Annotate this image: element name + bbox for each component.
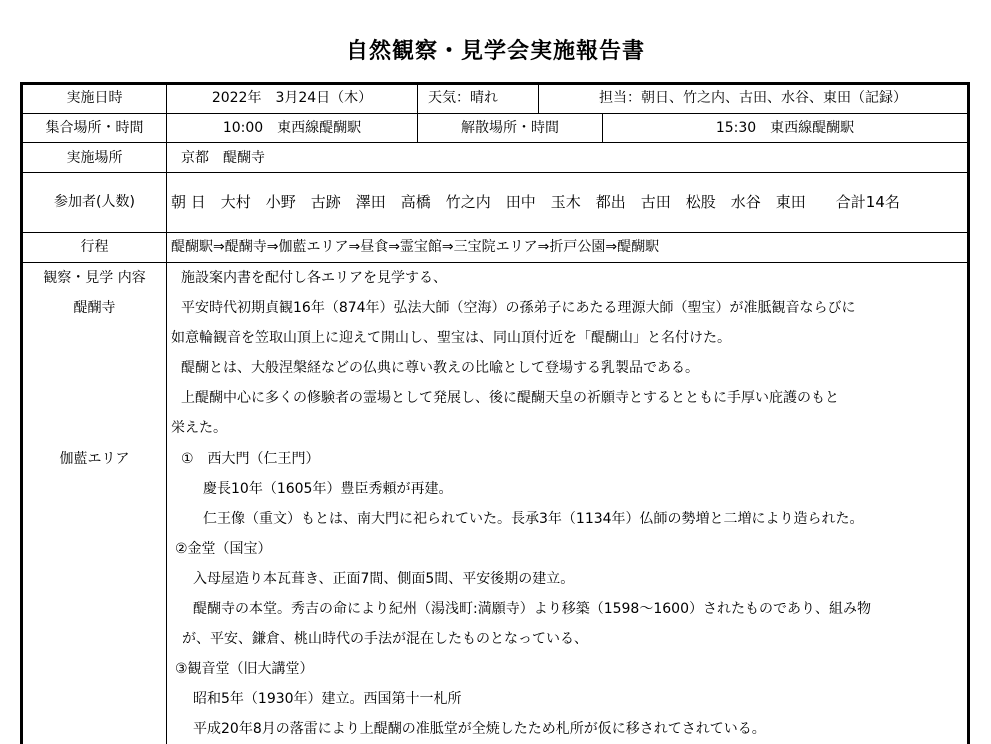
meeting-label: 集合場所・時間: [45, 120, 144, 136]
weather-value: 天気：晴れ: [428, 90, 498, 106]
section-label-garan: 伽藍エリア: [59, 451, 130, 467]
content-line: 平成20年8月の落雷により上醍醐の准胝堂が全焼したため札所が仮に移されてされている。: [193, 721, 766, 737]
content-line: 醍醐とは、大般涅槃経などの仏典に尊い教えの比喩として登場する乳製品である。: [181, 360, 699, 376]
content-line: 慶長10年（1605年）豊臣秀頼が再建。: [203, 481, 453, 497]
document-title: 自然観察・見学会実施報告書: [345, 39, 645, 64]
content-line: 平安時代初期貞観16年（874年）弘法大師（空海）の孫弟子にあたる理源大師（聖宝）が准胝観音ならびに: [181, 300, 856, 316]
venue-label: 実施場所: [66, 150, 123, 166]
row-divider: [20, 142, 970, 143]
itinerary-label: 行程: [80, 239, 109, 255]
column-divider: [417, 82, 418, 113]
date-value: 2022年 3月24日（木）: [211, 90, 373, 106]
content-line: ③観音堂（旧大講堂）: [175, 661, 314, 677]
content-line: 仁王像（重文）もとは、南大門に祀られていた。長承3年（1134年）仏師の勢増と二増により造られた。: [203, 511, 864, 527]
row-divider: [20, 262, 970, 263]
table-border-left: [20, 82, 23, 744]
row-divider: [20, 172, 970, 173]
content-line: 醍醐寺の本堂。秀吉の命により紀州（湯浅町:満願寺）より移築（1598～1600）されたものであり、組み物: [193, 601, 871, 617]
table-border-right: [967, 82, 970, 744]
participants-value: 朝 日 大村 小野 古跡 澤田 高橋 竹之内 田中 玉木 都出 古田 松股 水谷 東田 合計14名: [171, 193, 900, 211]
content-line: 入母屋造り本瓦葺き、正面7間、側面5間、平安後期の建立。: [193, 571, 575, 587]
content-line: ① 西大門（仁王門）: [181, 451, 320, 467]
section-label-daigoji: 醍醐寺: [73, 300, 116, 316]
staff-value: 担当：朝日、竹之内、古田、水谷、東田（記録）: [599, 90, 907, 106]
content-line: 昭和5年（1930年）建立。西国第十一札所: [193, 691, 462, 707]
participants-label: 参加者(人数): [54, 194, 135, 210]
content-line: 施設案内書を配付し各エリアを見学する、: [181, 270, 447, 286]
date-label: 実施日時: [66, 90, 123, 106]
venue-value: 京都 醍醐寺: [181, 150, 265, 166]
content-line: 上醍醐中心に多くの修験者の霊場として発展し、後に醍醐天皇の祈願寺とするとともに手厚い庇護のもと: [181, 390, 839, 406]
row-divider: [20, 232, 970, 233]
row-divider: [20, 113, 970, 114]
content-line: ②金堂（国宝）: [175, 541, 272, 557]
dismiss-value: 15:30 東西線醍醐駅: [715, 120, 855, 136]
dismiss-label: 解散場所・時間: [461, 120, 559, 136]
column-divider: [166, 82, 167, 744]
content-label: 観察・見学 内容: [43, 270, 146, 286]
content-line: 栄えた。: [171, 420, 227, 436]
content-line: が、平安、鎌倉、桃山時代の手法が混在したものとなっている、: [182, 631, 588, 647]
table-border-top: [20, 82, 970, 85]
itinerary-value: 醍醐駅⇒醍醐寺⇒伽藍エリア⇒昼食⇒霊宝館⇒三宝院エリア⇒折戸公園⇒醍醐駅: [171, 239, 660, 255]
content-line: 如意輪観音を笠取山頂上に迎えて開山し、聖宝は、同山頂付近を「醍醐山」と名付けた。: [171, 330, 731, 346]
meeting-value: 10:00 東西線醍醐駅: [222, 120, 362, 136]
